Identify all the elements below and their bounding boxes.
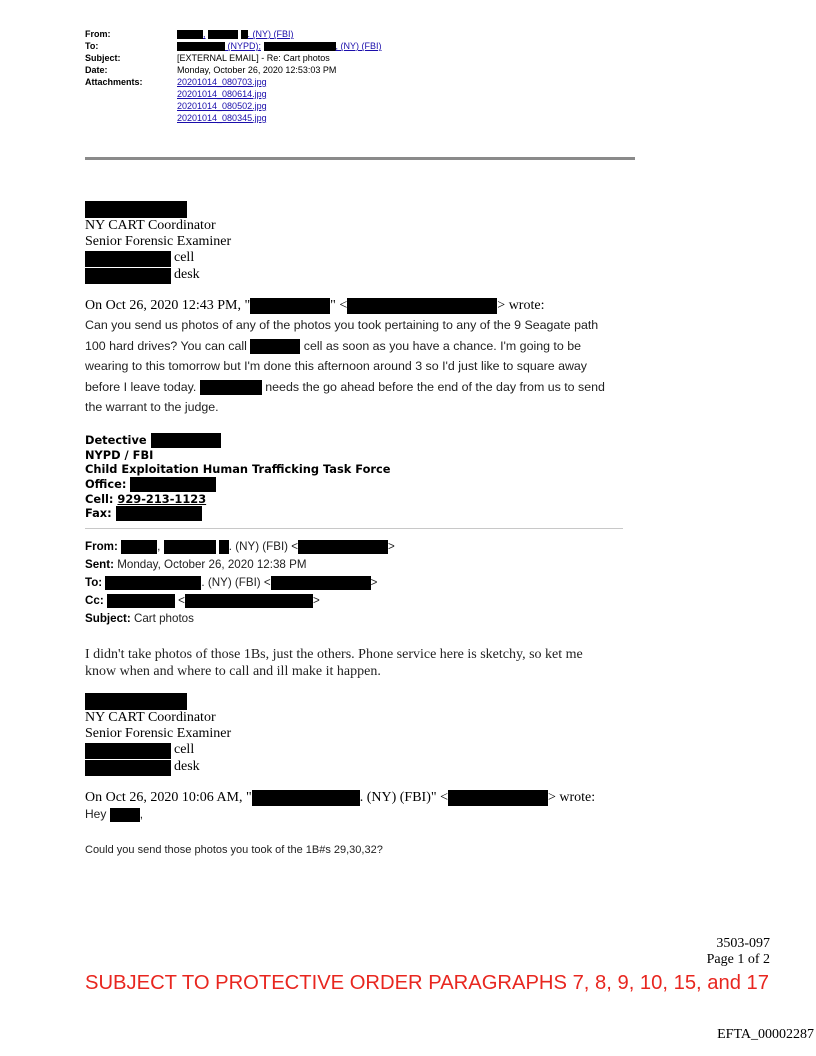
to-link-fbi[interactable]: , (NY) (FBI) [335, 41, 382, 51]
redaction [241, 30, 248, 39]
sig-cell-label: cell [174, 250, 195, 265]
attachment-link[interactable]: 20201014_080614.jpg [177, 89, 267, 99]
page-footer [707, 936, 770, 968]
redaction [448, 790, 548, 806]
reply-body: Can you send us photos of any of the photos you took pertaining to any of the 9 Seagate path 100 hard drives? You can call cell as soon as you have a chance. I'm going to be wearing to this tomorrow but I'm done this afternoon around 3 so I'd just like to square away before I leave today. needs the go ahead before the end of the day from us to send the warrant to the judge. [85, 318, 605, 414]
redaction [85, 268, 171, 284]
sig-title: NY CART Coordinator [85, 218, 216, 233]
redaction [116, 506, 202, 521]
redaction [121, 540, 157, 554]
attachment-link[interactable]: 20201014_080502.jpg [177, 101, 267, 111]
redaction [85, 693, 187, 710]
subject-value: [EXTERNAL EMAIL] - Re: Cart photos [177, 53, 330, 63]
redaction [271, 576, 371, 590]
redaction [110, 808, 140, 822]
message-body: I didn't take photos of those 1Bs, just the others. Phone service here is sketchy, so ket me know when and where to call and ill make it happen. [85, 647, 583, 679]
to-value [177, 41, 382, 52]
greeting: Hey , [85, 807, 144, 821]
sig-title: NY CART Coordinator [85, 710, 216, 725]
to-link-nypd[interactable]: (NYPD); [225, 41, 261, 51]
redaction [85, 251, 171, 267]
quote-header: On Oct 26, 2020 12:43 PM, " " < > wrote: [85, 298, 545, 314]
sig-title: Senior Forensic Examiner [85, 234, 232, 249]
redaction [85, 201, 187, 218]
redaction [347, 298, 497, 314]
redaction [177, 42, 225, 51]
page-number: Page 1 of 2 [706, 952, 770, 967]
sig-desk-label: desk [174, 267, 200, 282]
redaction [208, 30, 238, 39]
quote-header: On Oct 26, 2020 10:06 AM, " . (NY) (FBI)" < > wrote: [85, 790, 596, 806]
header-divider [85, 157, 635, 160]
forward-cc: Cc: < > [85, 594, 320, 607]
sig-desk-label: desk [174, 759, 200, 774]
date-value: Monday, October 26, 2020 12:53:03 PM [177, 65, 337, 75]
from-label: From: [85, 29, 111, 39]
redaction [252, 790, 360, 806]
redaction [264, 42, 336, 51]
forward-header [85, 538, 395, 628]
attachment-link[interactable]: 20201014_080703.jpg [177, 77, 267, 87]
redaction [200, 380, 262, 395]
forward-sent: Sent: Monday, October 26, 2020 12:38 PM [85, 558, 307, 571]
bates-number: EFTA_00002287 [717, 1027, 814, 1042]
to-label: To: [85, 41, 99, 51]
redaction [177, 30, 203, 39]
redaction [85, 760, 171, 776]
redaction [85, 743, 171, 759]
redaction [130, 477, 216, 492]
redaction [250, 339, 300, 354]
redaction [105, 576, 201, 590]
from-value: , . (NY) (FBI) [177, 29, 294, 40]
sig-title: Senior Forensic Examiner [85, 726, 232, 741]
redaction [298, 540, 388, 554]
subject-label: Subject: [85, 53, 121, 63]
forward-divider [85, 528, 623, 529]
redaction [185, 594, 313, 608]
date-label: Date: [85, 65, 108, 75]
forward-from: From: , . (NY) (FBI) < > [85, 540, 395, 553]
request-text: Could you send those photos you took of the 1B#s 29,30,32? [85, 844, 383, 856]
sig-cell-label: cell [174, 742, 195, 757]
redaction [164, 540, 216, 554]
redaction [151, 433, 221, 448]
attachment-link[interactable]: 20201014_080345.jpg [177, 113, 267, 123]
redaction [219, 540, 229, 554]
cell-number: 929-213-1123 [117, 491, 207, 506]
detective-signature: Detective NYPD / FBI Child Exploitation Human Trafficking Task Force Office: Cell: 929-213-1123 Fax: [85, 433, 391, 521]
protective-order-notice: SUBJECT TO PROTECTIVE ORDER PARAGRAPHS 7, 8, 9, 10, 15, and 17 [85, 972, 770, 994]
forward-to: To: . (NY) (FBI) < > [85, 576, 378, 589]
redaction [107, 594, 175, 608]
attachments-label: Attachments: [85, 77, 143, 87]
forward-subject: Subject: Cart photos [85, 612, 194, 625]
redaction [250, 298, 330, 314]
doc-number: 3503-097 [716, 936, 770, 951]
